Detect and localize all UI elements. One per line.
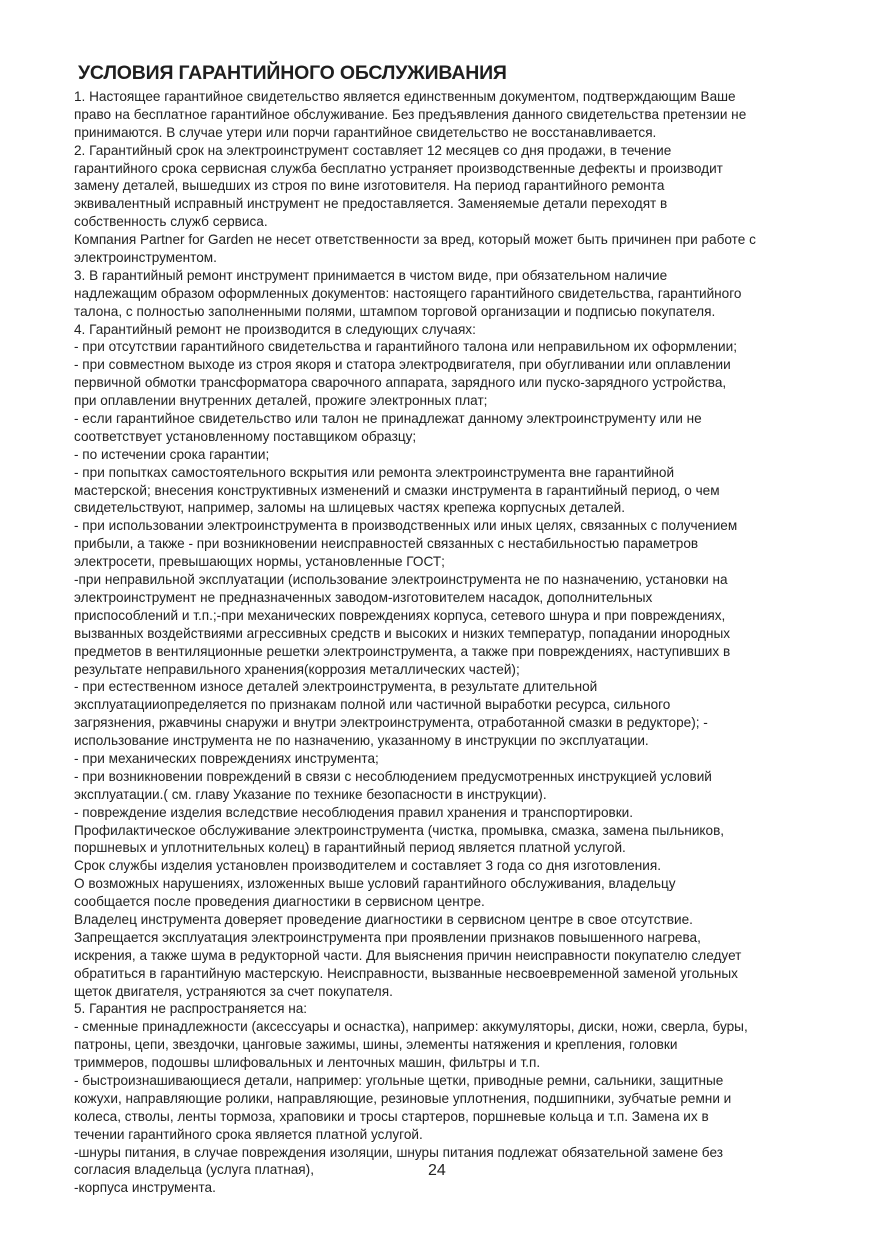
text-line: сообщается после проведения диагностики в сервисном центре. <box>74 894 485 910</box>
text-line: мастерской; внесения конструктивных изменений и смазки инструмента в гарантийный период, о чем <box>74 482 720 498</box>
text-line: согласия владельца (услуга платная), <box>74 1162 314 1178</box>
text-line: течении гарантийного срока является платной услугой. <box>74 1126 423 1142</box>
text-line: -корпуса инструмента. <box>74 1180 216 1196</box>
text-line: талона, с полностью заполненными полями, штампом торговой организации и подписью покупателя. <box>74 303 716 319</box>
text-line: 5. Гарантия не распространяется на: <box>74 1001 308 1017</box>
text-line: Запрещается эксплуатация электроинструмента при проявлении признаков повышенного нагрева, <box>74 929 701 945</box>
text-line: триммеров, подошвы шлифовальных и ленточных машин, фильтры и т.п. <box>74 1055 541 1071</box>
text-line: - при использовании электроинструмента в производственных или иных целях, связанных с получением <box>74 518 738 534</box>
text-line: патроны, цепи, звездочки, цанговые зажимы, шины, элементы натяжения и крепления, головки <box>74 1037 678 1053</box>
text-line: - при отсутствии гарантийного свидетельства и гарантийного талона или неправильном их оформлении; <box>74 339 738 355</box>
text-line: поршневых и уплотнительных колец) в гарантийный период является платной услугой. <box>74 840 626 856</box>
text-line: щеток двигателя, устраняются за счет покупателя. <box>74 983 393 999</box>
text-line: право на бесплатное гарантийное обслуживание. Без предъявления данного свидетельства претензии не <box>74 106 747 122</box>
text-line: - при возникновении повреждений в связи с несоблюдением предусмотренных инструкцией условий <box>74 768 712 784</box>
text-line: обратиться в гарантийную мастерскую. Неисправности, вызванные несвоевременной заменой угольных <box>74 965 738 981</box>
text-line: - быстроизнашивающиеся детали, например: угольные щетки, приводные ремни, сальники, защитные <box>74 1072 724 1088</box>
text-line: - сменные принадлежности (аксессуары и оснастка), например: аккумуляторы, диски, ножи, сверла, буры, <box>74 1019 748 1035</box>
text-line: свидетельствуют, например, заломы на шлицевых частях крепежа корпусных деталей. <box>74 500 626 516</box>
text-line: 4. Гарантийный ремонт не производится в следующих случаях: <box>74 321 476 337</box>
text-line: искрения, а также шума в редукторной части. Для выяснения причин неисправности покупателю следует <box>74 947 742 963</box>
page-title: УСЛОВИЯ ГАРАНТИЙНОГО ОБСЛУЖИВАНИЯ <box>78 62 507 84</box>
text-line: эксплуатации.( см. главу Указание по технике безопасности в инструкции). <box>74 786 547 802</box>
text-line: - повреждение изделия вследствие несоблюдения правил хранения и транспортировки. <box>74 804 634 820</box>
page-number: 24 <box>428 1162 446 1179</box>
text-line: электросети, превышающих нормы, установленные ГОСТ; <box>74 554 445 570</box>
text-line: электроинструмент не предназначенных заводом-изготовителем насадок, дополнительных <box>74 589 653 605</box>
text-line: при оплавлении внутренних деталей, прожиге электронных плат; <box>74 393 488 409</box>
text-line: вызванных воздействиями агрессивных средств и высоких и низких температур, попадании инородных <box>74 625 731 641</box>
text-line: Владелец инструмента доверяет проведение диагностики в сервисном центре в свое отсутствие. <box>74 911 693 927</box>
text-line: Профилактическое обслуживание электроинструмента (чистка, промывка, смазка, замена пыльников, <box>74 822 725 838</box>
text-line: электроинструментом. <box>74 250 217 266</box>
text-line: -при неправильной эксплуатации (использование электроинструмента не по назначению, установки на <box>74 572 728 588</box>
text-line: - по истечении срока гарантии; <box>74 446 270 462</box>
text-line: использование инструмента не по назначению, указанному в инструкции по эксплуатации. <box>74 733 649 749</box>
text-line: колеса, стволы, ленты тормоза, храповики и тросы стартеров, поршневые кольца и т.п. Замена их в <box>74 1108 709 1124</box>
text-line: - при совместном выходе из строя якоря и статора электродвигателя, при обугливании или оплавлении <box>74 357 731 373</box>
text-line: результате неправильного хранения(коррозия металлических частей); <box>74 661 520 677</box>
text-line: - при естественном износе деталей электроинструмента, в результате длительной <box>74 679 598 695</box>
text-line: -шнуры питания, в случае повреждения изоляции, шнуры питания подлежат обязательной замене без <box>74 1144 723 1160</box>
text-line: замену деталей, вышедших из строя по вине изготовителя. На период гарантийного ремонта <box>74 178 665 194</box>
text-line: - при механических повреждениях инструмента; <box>74 750 379 766</box>
text-line: Срок службы изделия установлен производителем и составляет 3 года со дня изготовления. <box>74 858 661 874</box>
text-line: кожухи, направляющие ролики, направляющие, резиновые уплотнения, подшипники, зубчатые ремни и <box>74 1090 732 1106</box>
text-line: первичной обмотки трансформатора сварочного аппарата, зарядного или пуско-зарядного устройства, <box>74 375 727 391</box>
text-line: предметов в вентиляционные решетки электроинструмента, а также при повреждениях, наступивших в <box>74 643 731 659</box>
text-line: гарантийного срока сервисная служба бесплатно устраняет производственные дефекты и производит <box>74 160 723 176</box>
text-line: 1. Настоящее гарантийное свидетельство является единственным документом, подтверждающим Ваше <box>74 89 736 104</box>
text-line: - если гарантийное свидетельство или талон не принадлежат данному электроинструменту или не <box>74 411 702 427</box>
text-line: 2. Гарантийный срок на электроинструмент составляет 12 месяцев со дня продажи, в течение <box>74 142 672 158</box>
text-line: собственность служб сервиса. <box>74 214 268 230</box>
text-line: - при попытках самостоятельного вскрытия или ремонта электроинструмента вне гарантийной <box>74 464 675 480</box>
text-line: О возможных нарушениях, изложенных выше условий гарантийного обслуживания, владельцу <box>74 876 676 892</box>
text-line: эквивалентный исправный инструмент не предоставляется. Заменяемые детали переходят в <box>74 196 668 212</box>
text-line: приспособлений и т.п.;-при механических повреждениях корпуса, сетевого шнура и при повреждениях, <box>74 607 726 623</box>
text-line: Компания Partner for Garden не несет ответственности за вред, который может быть причинен при работе с <box>74 232 756 248</box>
text-line: эксплуатацииопределяется по признакам полной или частичной выработки ресурса, сильного <box>74 697 671 713</box>
text-line: прибыли, а также - при возникновении неисправностей связанных с нестабильностью параметров <box>74 536 699 552</box>
text-line: 3. В гарантийный ремонт инструмент принимается в чистом виде, при обязательном наличие <box>74 267 668 283</box>
text-line: надлежащим образом оформленных документов: настоящего гарантийного свидетельства, гарантийного <box>74 285 742 301</box>
text-line: загрязнения, ржавчины снаружи и внутри электроинструмента, отработанной смазки в редукторе); - <box>74 715 708 731</box>
text-line: принимаются. В случае утери или порчи гарантийное свидетельство не восстанавливается. <box>74 124 657 140</box>
body-text <box>74 88 814 1197</box>
text-line: соответствует установленному поставщиком образцу; <box>74 428 417 444</box>
